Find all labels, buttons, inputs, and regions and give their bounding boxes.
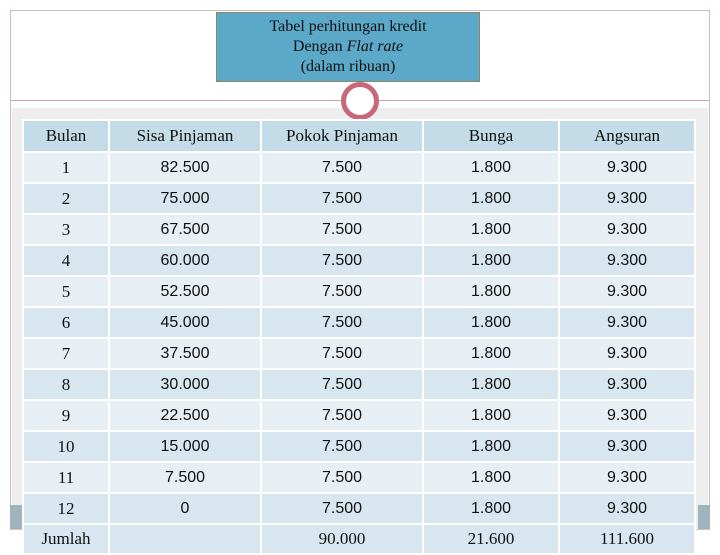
cell-sisa-pinjaman: 37.500	[109, 338, 261, 369]
header-bulan: Bulan	[23, 120, 109, 152]
header-row	[23, 120, 695, 152]
corner-decoration-right	[698, 505, 710, 529]
table-row	[23, 338, 695, 369]
cell-bulan: 5	[23, 276, 109, 307]
cell-angsuran: 9.300	[559, 493, 695, 524]
cell-pokok-pinjaman: 7.500	[261, 493, 423, 524]
cell-angsuran: 9.300	[559, 400, 695, 431]
cell-sisa-pinjaman: 60.000	[109, 245, 261, 276]
total-label: Jumlah	[23, 524, 109, 554]
cell-bulan: 1	[23, 152, 109, 183]
cell-bunga: 1.800	[423, 462, 559, 493]
table-row	[23, 431, 695, 462]
cell-bunga: 1.800	[423, 493, 559, 524]
cell-angsuran: 9.300	[559, 369, 695, 400]
cell-sisa-pinjaman: 0	[109, 493, 261, 524]
cell-sisa-pinjaman: 7.500	[109, 462, 261, 493]
cell-sisa-pinjaman: 30.000	[109, 369, 261, 400]
cell-pokok-pinjaman: 7.500	[261, 152, 423, 183]
table-row	[23, 214, 695, 245]
cell-sisa-pinjaman: 82.500	[109, 152, 261, 183]
cell-bunga: 1.800	[423, 431, 559, 462]
cell-sisa-pinjaman: 22.500	[109, 400, 261, 431]
cell-bunga: 1.800	[423, 245, 559, 276]
cell-pokok-pinjaman: 7.500	[261, 276, 423, 307]
cell-pokok-pinjaman: 7.500	[261, 338, 423, 369]
header-angsuran: Angsuran	[559, 120, 695, 152]
cell-bulan: 6	[23, 307, 109, 338]
cell-bulan: 2	[23, 183, 109, 214]
ring-ornament	[341, 82, 379, 120]
cell-sisa-pinjaman: 15.000	[109, 431, 261, 462]
title-line-2-prefix: Dengan	[292, 38, 347, 55]
table-row	[23, 152, 695, 183]
cell-bulan: 9	[23, 400, 109, 431]
cell-bulan: 4	[23, 245, 109, 276]
cell-angsuran: 9.300	[559, 152, 695, 183]
corner-decoration-left	[10, 505, 22, 529]
cell-bunga: 1.800	[423, 276, 559, 307]
table-row	[23, 276, 695, 307]
cell-angsuran: 9.300	[559, 307, 695, 338]
table-row	[23, 245, 695, 276]
cell-pokok-pinjaman: 7.500	[261, 369, 423, 400]
cell-sisa-pinjaman: 67.500	[109, 214, 261, 245]
cell-bulan: 3	[23, 214, 109, 245]
cell-pokok-pinjaman: 7.500	[261, 307, 423, 338]
cell-bulan: 7	[23, 338, 109, 369]
total-angsuran: 111.600	[559, 524, 695, 554]
total-row	[23, 524, 695, 554]
cell-angsuran: 9.300	[559, 462, 695, 493]
total-bunga: 21.600	[423, 524, 559, 554]
cell-bulan: 10	[23, 431, 109, 462]
cell-bulan: 12	[23, 493, 109, 524]
table-row	[23, 307, 695, 338]
table-row	[23, 369, 695, 400]
cell-bulan: 11	[23, 462, 109, 493]
cell-bunga: 1.800	[423, 307, 559, 338]
cell-angsuran: 9.300	[559, 276, 695, 307]
cell-bunga: 1.800	[423, 152, 559, 183]
title-line-1: Tabel perhitungan kredit	[269, 18, 427, 35]
cell-pokok-pinjaman: 7.500	[261, 245, 423, 276]
cell-sisa-pinjaman: 52.500	[109, 276, 261, 307]
cell-pokok-pinjaman: 7.500	[261, 431, 423, 462]
header-pokok-pinjaman: Pokok Pinjaman	[261, 120, 423, 152]
cell-pokok-pinjaman: 7.500	[261, 183, 423, 214]
cell-sisa-pinjaman: 45.000	[109, 307, 261, 338]
cell-bunga: 1.800	[423, 338, 559, 369]
total-pokok-pinjaman: 90.000	[261, 524, 423, 554]
cell-angsuran: 9.300	[559, 183, 695, 214]
credit-table	[22, 119, 696, 555]
header-sisa-pinjaman: Sisa Pinjaman	[109, 120, 261, 152]
cell-pokok-pinjaman: 7.500	[261, 400, 423, 431]
cell-bunga: 1.800	[423, 214, 559, 245]
table-row	[23, 493, 695, 524]
table-row	[23, 400, 695, 431]
table-row	[23, 183, 695, 214]
cell-pokok-pinjaman: 7.500	[261, 462, 423, 493]
cell-bunga: 1.800	[423, 369, 559, 400]
cell-pokok-pinjaman: 7.500	[261, 214, 423, 245]
title-box	[216, 12, 480, 82]
title-line-2-italic: Flat rate	[346, 38, 404, 55]
cell-bunga: 1.800	[423, 183, 559, 214]
title-line-2	[293, 37, 403, 57]
cell-angsuran: 9.300	[559, 431, 695, 462]
cell-angsuran: 9.300	[559, 338, 695, 369]
title-line-3: (dalam ribuan)	[300, 58, 396, 75]
cell-angsuran: 9.300	[559, 245, 695, 276]
cell-sisa-pinjaman: 75.000	[109, 183, 261, 214]
cell-bunga: 1.800	[423, 400, 559, 431]
total-sisa-pinjaman	[109, 524, 261, 554]
cell-angsuran: 9.300	[559, 214, 695, 245]
table-row	[23, 462, 695, 493]
cell-bulan: 8	[23, 369, 109, 400]
header-bunga: Bunga	[423, 120, 559, 152]
